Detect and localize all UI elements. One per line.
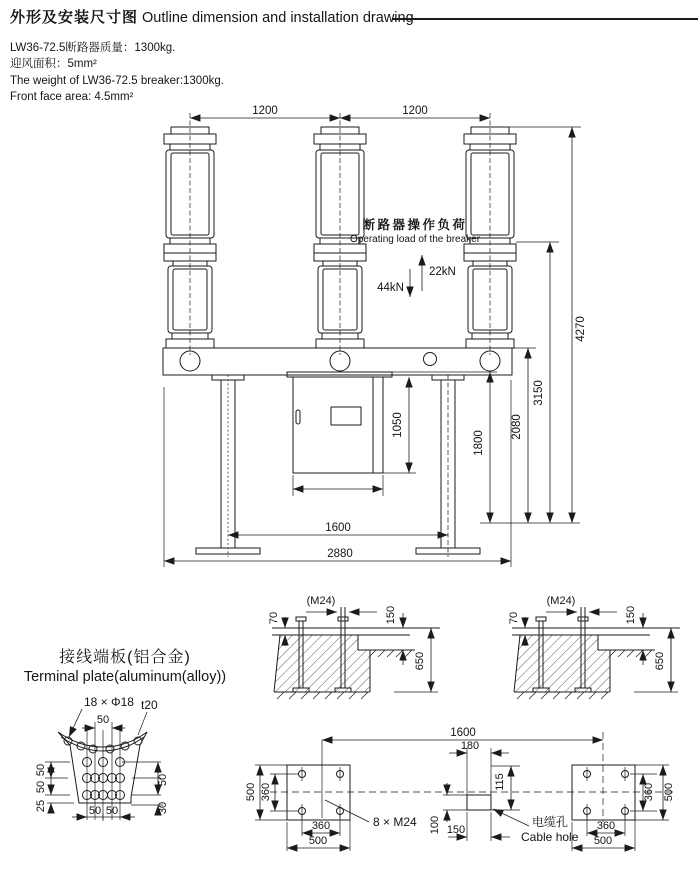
dim-4270: 4270 <box>575 316 587 342</box>
page-title-en: Outline dimension and installation drawing <box>142 10 414 26</box>
foundation-detail-left <box>270 588 460 728</box>
load-up-value: 22kN <box>429 266 456 278</box>
title-rule <box>392 18 698 20</box>
dim-1600-plan: 1600 <box>450 727 476 739</box>
cable-hole-label-en: Cable hole <box>521 830 579 844</box>
holes-spec-label: 18 × Φ18 <box>84 695 134 709</box>
spec-line: LW36-72.5断路器质量：1300kg. <box>10 42 176 54</box>
spec-notes <box>10 40 224 106</box>
dim-650: 650 <box>654 651 666 671</box>
page-title-zh: 外形及安装尺寸图 <box>10 9 139 26</box>
dim-2080: 2080 <box>511 414 523 440</box>
dim-150: 150 <box>385 605 397 625</box>
dim-2880: 2880 <box>327 548 353 560</box>
base-plate-right <box>572 732 675 851</box>
dim-500-bottom-right: 500 <box>593 835 613 847</box>
dim-1200-right: 1200 <box>402 105 428 117</box>
terminal-plate-title <box>0 648 250 686</box>
load-down-value: 44kN <box>377 282 404 294</box>
foundation-detail-right <box>510 588 700 728</box>
bolt-size-label: (M24) <box>546 595 576 607</box>
thickness-label: t20 <box>141 698 158 712</box>
dim-150: 150 <box>625 605 637 625</box>
foundation-section <box>268 595 440 699</box>
dim-1200-left: 1200 <box>252 105 278 117</box>
dim-360-bottom-right: 360 <box>596 820 616 832</box>
dim-500-bottom-left: 500 <box>308 835 328 847</box>
dim-bottom-50a: 50 <box>88 805 102 817</box>
support-leg-left <box>196 375 260 557</box>
dim-180: 180 <box>460 740 480 752</box>
control-cabinet <box>287 372 392 473</box>
foundation-section <box>508 595 680 699</box>
spec-line: 迎风面积：5mm² <box>10 58 97 71</box>
operating-load-annotation <box>350 217 481 297</box>
page-title <box>10 6 700 27</box>
foundation-plan-view <box>245 722 700 890</box>
base-plate-left <box>245 740 417 851</box>
anchor-bolts-label: 8 × M24 <box>373 815 417 829</box>
dim-3150: 3150 <box>533 380 545 406</box>
dim-360-right: 360 <box>643 782 655 802</box>
dim-right-50: 50 <box>157 773 169 787</box>
dim-left-50a: 50 <box>35 763 47 777</box>
dim-1600: 1600 <box>325 522 351 534</box>
spec-line: Front face area: 4.5mm² <box>10 91 134 104</box>
dim-115: 115 <box>494 773 506 791</box>
cabinet-height-dimension <box>293 377 416 496</box>
front-view-drawing <box>0 105 700 583</box>
dim-bottom-50b: 50 <box>105 805 119 817</box>
dim-1800: 1800 <box>473 430 485 456</box>
cable-hole-label-zh: 电缆孔 <box>532 815 569 829</box>
dim-top-50: 50 <box>96 714 110 726</box>
cabinet-handle <box>296 410 300 424</box>
frame-beam <box>163 348 512 375</box>
spec-line: The weight of LW36-72.5 breaker:1300kg. <box>10 74 224 87</box>
dim-500-left: 500 <box>245 782 257 802</box>
bolt-size-label: (M24) <box>306 595 336 607</box>
dim-500-right: 500 <box>663 782 675 802</box>
terminal-plate-title-en: Terminal plate(aluminum(alloy)) <box>23 669 227 685</box>
terminal-plate-drawing <box>18 692 248 887</box>
height-dimensions <box>392 127 587 523</box>
dim-100: 100 <box>429 815 441 835</box>
plate-center-distance <box>322 727 603 740</box>
dim-150-plan: 150 <box>446 824 466 836</box>
breaker-pole-left <box>164 113 216 355</box>
dim-left-50b: 50 <box>35 780 47 794</box>
cable-hole <box>467 795 491 810</box>
dim-360-bottom-left: 360 <box>311 820 331 832</box>
operating-load-en: Operating load of the breaker <box>349 234 481 245</box>
dim-left-25: 25 <box>35 799 47 813</box>
terminal-plate-title-zh: 接线端板(铝合金) <box>59 649 191 666</box>
support-leg-right <box>416 375 480 557</box>
dim-1050: 1050 <box>392 412 404 438</box>
cabinet-nameplate <box>331 407 361 425</box>
dim-70: 70 <box>268 611 280 625</box>
dim-70: 70 <box>508 611 520 625</box>
dim-right-30: 30 <box>157 801 169 815</box>
operating-load-zh: 断路器操作负荷 <box>362 218 468 232</box>
dim-360-left: 360 <box>260 782 272 802</box>
dim-650: 650 <box>414 651 426 671</box>
